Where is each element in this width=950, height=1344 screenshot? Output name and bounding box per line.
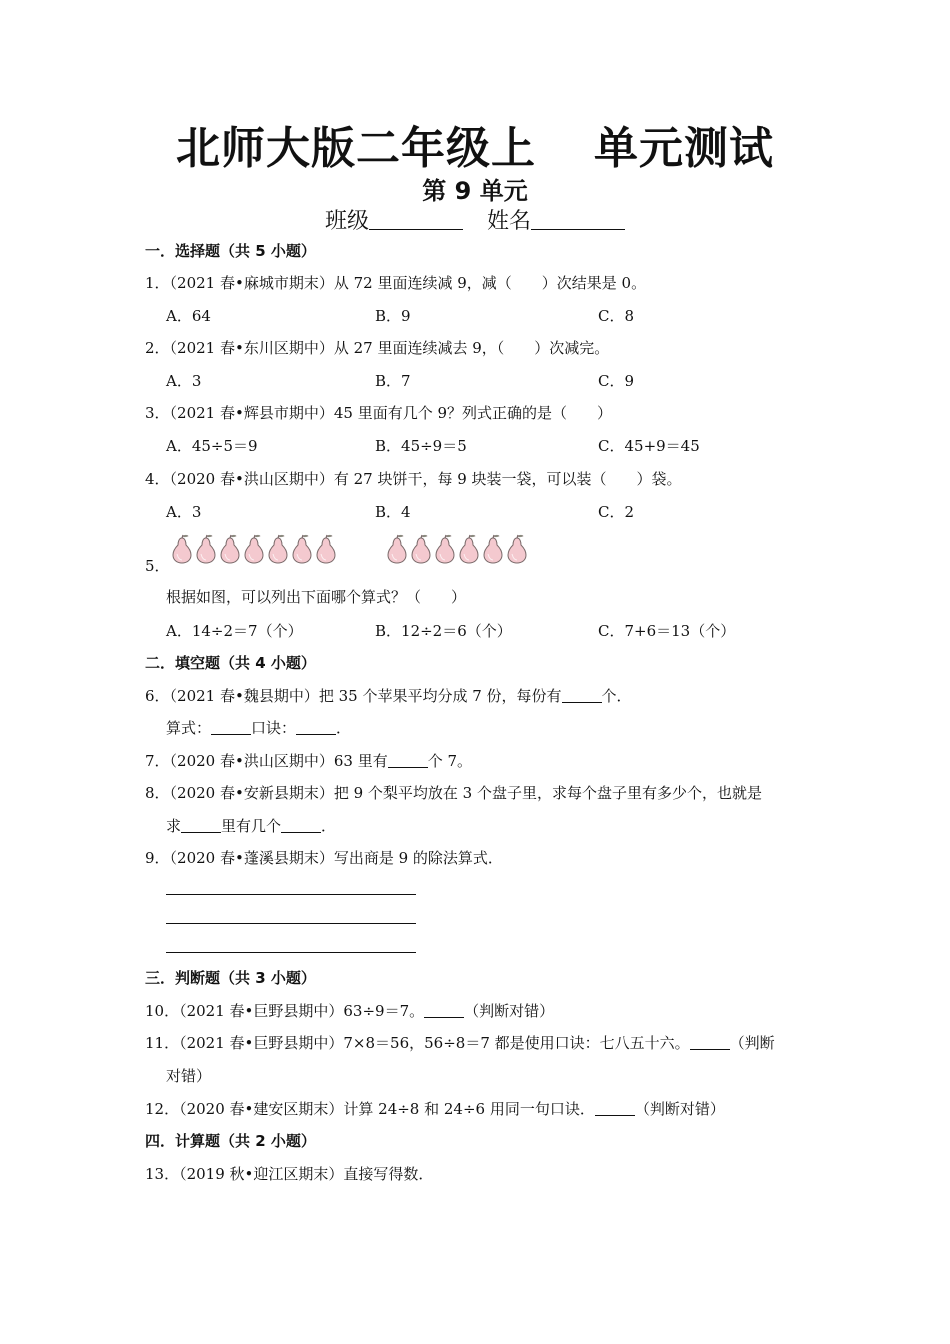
q1-option-a[interactable]: A．64 xyxy=(166,307,211,325)
question-3: 3．（2021 春•辉县市期中）45 里面有几个 9？列式正确的是（ ） xyxy=(145,404,613,422)
q10-text-end: （判断对错） xyxy=(464,1002,555,1020)
pear-icon xyxy=(482,534,502,564)
q6-rhyme-label: 口诀： xyxy=(251,719,297,737)
pear-icon xyxy=(410,534,430,564)
q11-text-end: （判断 xyxy=(729,1034,775,1052)
pear-icon xyxy=(315,534,335,564)
question-13: 13．（2019 秋•迎江区期末）直接写得数． xyxy=(145,1165,434,1183)
q9-answer-line-2[interactable] xyxy=(166,923,416,924)
q5-option-b[interactable]: B．12÷2＝6（个） xyxy=(375,622,512,640)
q6-formula-label: 算式： xyxy=(166,719,212,737)
q8-blank-1[interactable] xyxy=(181,818,221,833)
q11-blank[interactable] xyxy=(690,1035,730,1050)
pear-icon xyxy=(386,534,406,564)
q7-text: 7．（2020 春•洪山区期中）63 里有 xyxy=(145,752,388,770)
pear-icon xyxy=(195,534,215,564)
question-5: 根据如图，可以列出下面哪个算式？（ ） xyxy=(166,588,467,606)
section-judge: 三．判断题（共 3 小题） xyxy=(145,969,316,987)
question-11-line2: 对错） xyxy=(166,1067,212,1085)
section-calc: 四．计算题（共 2 小题） xyxy=(145,1132,316,1150)
question-9: 9．（2020 春•蓬溪县期末）写出商是 9 的除法算式． xyxy=(145,849,503,867)
class-name-line xyxy=(0,204,950,235)
question-7 xyxy=(145,750,472,771)
title-left: 北师大版二年级上 xyxy=(176,123,536,174)
pear-group-right xyxy=(386,534,536,566)
q2-option-c[interactable]: C．9 xyxy=(598,372,635,390)
q8-blank-2[interactable] xyxy=(281,818,321,833)
question-8: 8．（2020 春•安新县期末）把 9 个梨平均放在 3 个盘子里，求每个盘子里有多少个，也就是 xyxy=(145,784,762,802)
question-1: 1．（2021 春•麻城市期末）从 72 里面连续减 9，减（ ）次结果是 0。 xyxy=(145,274,647,292)
q2-option-a[interactable]: A．3 xyxy=(166,372,202,390)
q3-option-b[interactable]: B．45÷9＝5 xyxy=(375,437,467,455)
class-blank[interactable] xyxy=(369,209,463,230)
q7-text-end: 个 7。 xyxy=(427,752,473,770)
q6-text-end: 个． xyxy=(601,687,632,705)
pear-icon xyxy=(291,534,311,564)
q9-answer-line-1[interactable] xyxy=(166,894,416,895)
question-4: 4．（2020 春•洪山区期中）有 27 块饼干，每 9 块装一袋，可以装（ ）袋。 xyxy=(145,470,682,488)
q10-text: 10．（2021 春•巨野县期中）63÷9＝7。 xyxy=(145,1002,425,1020)
name-label: 姓名 xyxy=(487,209,532,234)
q8-text-a: 求 xyxy=(166,817,182,835)
q4-option-a[interactable]: A．3 xyxy=(166,503,202,521)
q1-option-b[interactable]: B．9 xyxy=(375,307,411,325)
q6-period: ． xyxy=(336,719,352,737)
section-choice: 一．选择题（共 5 小题） xyxy=(145,242,316,260)
question-6 xyxy=(145,685,632,706)
page-title xyxy=(0,112,950,176)
pear-icon xyxy=(506,534,526,564)
question-8-line2 xyxy=(166,815,336,836)
pear-group-left xyxy=(171,534,336,566)
pear-icon xyxy=(434,534,454,564)
question-11 xyxy=(145,1032,775,1053)
q3-option-c[interactable]: C．45+9＝45 xyxy=(598,437,700,455)
pear-icon xyxy=(171,534,191,564)
q1-option-c[interactable]: C．8 xyxy=(598,307,635,325)
question-10 xyxy=(145,1000,554,1021)
q8-text-b: 里有几个 xyxy=(221,817,282,835)
pear-icon xyxy=(219,534,239,564)
pear-icon xyxy=(267,534,287,564)
pear-icon xyxy=(243,534,263,564)
q4-option-c[interactable]: C．2 xyxy=(598,503,635,521)
q6-rhyme-blank[interactable] xyxy=(296,720,336,735)
section-fill: 二．填空题（共 4 小题） xyxy=(145,654,316,672)
page-subtitle: 第 9 单元 xyxy=(422,177,528,205)
q7-blank[interactable] xyxy=(388,753,428,768)
q6-blank[interactable] xyxy=(562,688,602,703)
q5-option-a[interactable]: A．14÷2＝7（个） xyxy=(166,622,303,640)
q5-option-c[interactable]: C．7+6＝13（个） xyxy=(598,622,736,640)
pear-icon xyxy=(458,534,478,564)
question-6-line2 xyxy=(166,717,351,738)
q3-option-a[interactable]: A．45÷5＝9 xyxy=(166,437,258,455)
q8-period: ． xyxy=(321,817,337,835)
question-12 xyxy=(145,1098,725,1119)
question-2: 2．（2021 春•东川区期中）从 27 里面连续减去 9，（ ）次减完。 xyxy=(145,339,610,357)
q6-formula-blank[interactable] xyxy=(211,720,251,735)
question-5-number: 5． xyxy=(145,557,170,575)
class-label: 班级 xyxy=(324,209,369,234)
q4-option-b[interactable]: B．4 xyxy=(375,503,411,521)
q10-blank[interactable] xyxy=(424,1003,464,1018)
q9-answer-line-3[interactable] xyxy=(166,952,416,953)
title-right: 单元测试 xyxy=(594,123,774,174)
q2-option-b[interactable]: B．7 xyxy=(375,372,411,390)
q12-text: 12．（2020 春•建安区期末）计算 24÷8 和 24÷6 用同一句口诀． xyxy=(145,1100,595,1118)
name-blank[interactable] xyxy=(531,209,625,230)
q12-text-end: （判断对错） xyxy=(634,1100,725,1118)
q6-text: 6．（2021 春•魏县期中）把 35 个苹果平均分成 7 份，每份有 xyxy=(145,687,562,705)
q11-text: 11．（2021 春•巨野县期中）7×8＝56，56÷8＝7 都是使用口诀：七八五十六。 xyxy=(145,1034,690,1052)
q12-blank[interactable] xyxy=(595,1101,635,1116)
